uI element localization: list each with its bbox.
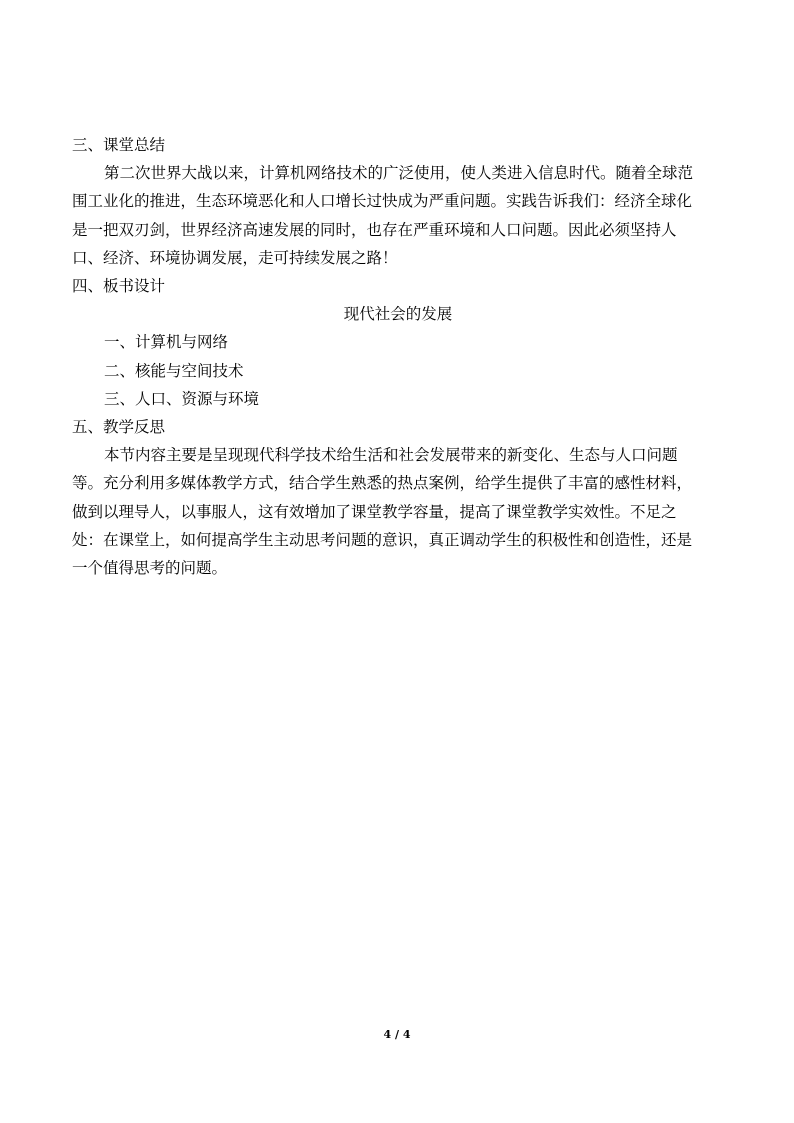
board-item: 一、计算机与网络: [104, 333, 229, 352]
board-item: 二、核能与空间技术: [104, 361, 244, 380]
summary-paragraph: [72, 159, 724, 272]
section-heading-board-design: 四、板书设计: [72, 277, 166, 296]
board-title: 现代社会的发展: [343, 305, 453, 324]
reflection-line: 处：在课堂上，如何提高学生主动思考问题的意识，真正调动学生的积极性和创造性，还是: [72, 530, 693, 549]
summary-line: 第二次世界大战以来，计算机网络技术的广泛使用，使人类进入信息时代。随着全球范: [104, 164, 694, 183]
summary-line: 口、经济、环境协调发展，走可持续发展之路！: [72, 248, 398, 267]
reflection-line: 一个值得思考的问题。: [72, 559, 228, 578]
document-body: [72, 131, 724, 582]
section-heading-summary: 三、课堂总结: [72, 136, 166, 154]
summary-line: 是一把双刃剑，世界经济高速发展的同时，也存在严重环境和人口问题。因此必须坚持人: [72, 220, 677, 239]
reflection-paragraph: [72, 441, 724, 582]
section-heading-reflection: 五、教学反思: [72, 418, 166, 437]
reflection-line: 做到以理导人，以事服人，这有效增加了课堂教学容量，提高了课堂教学实效性。不足之: [72, 502, 677, 521]
board-item: 三、人口、资源与环境: [104, 389, 260, 408]
summary-line: 围工业化的推进，生态环境恶化和人口增长过快成为严重问题。实践告诉我们：经济全球化: [72, 192, 693, 211]
reflection-line: 等。充分利用多媒体教学方式，结合学生熟悉的热点案例，给学生提供了丰富的感性材料，: [72, 474, 693, 493]
page-number: 4 / 4: [383, 1028, 411, 1041]
reflection-line: 本节内容主要是呈现现代科学技术给生活和社会发展带来的新变化、生态与人口问题: [104, 446, 678, 465]
